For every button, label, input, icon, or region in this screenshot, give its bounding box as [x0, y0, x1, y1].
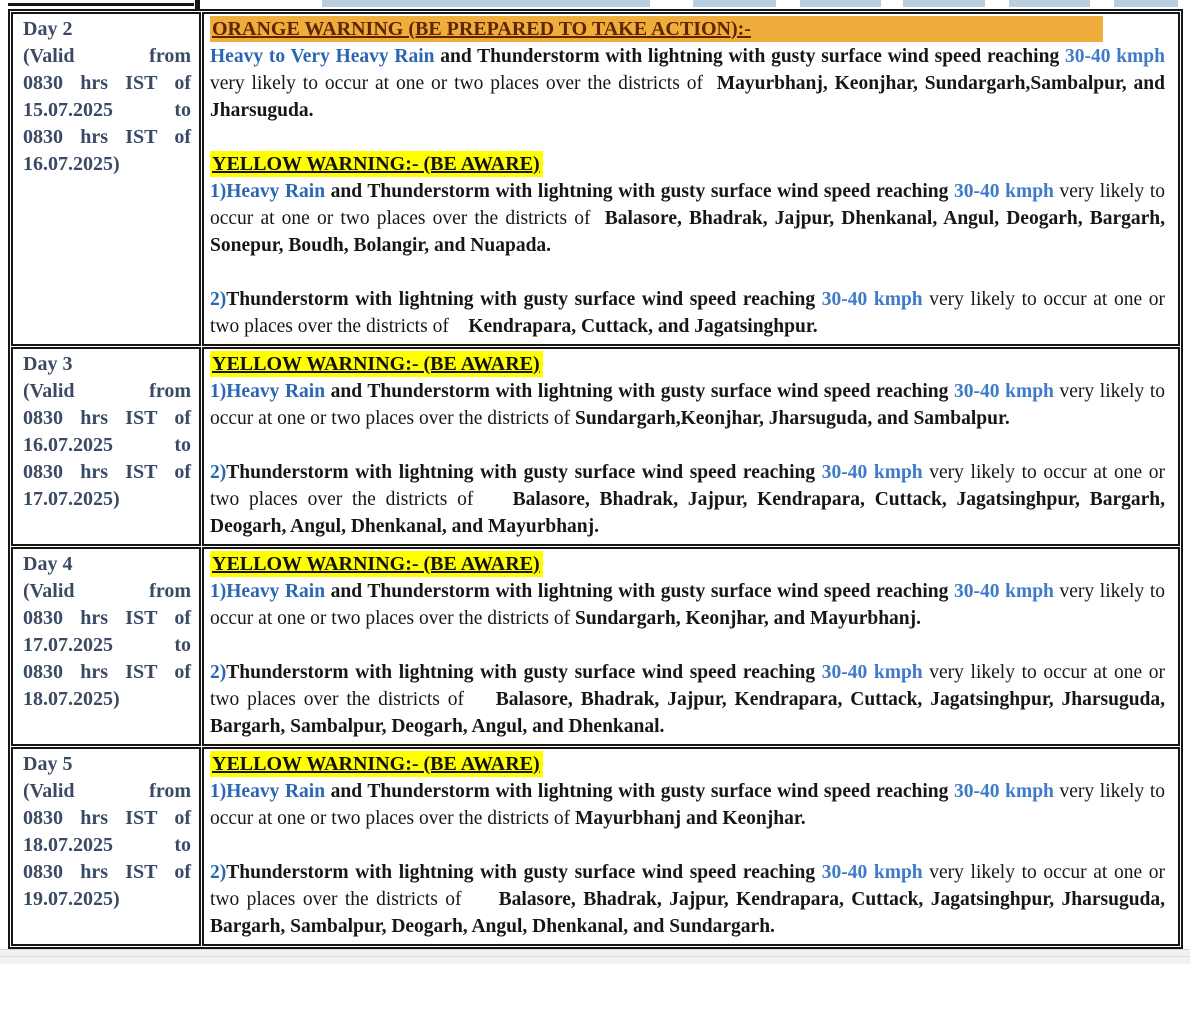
item-number: 2): [210, 662, 227, 683]
validity-line: 0830 hrs IST of: [23, 807, 191, 829]
district-list: Mayurbhanj and Keonjhar.: [574, 808, 806, 829]
rain-phrase: 1)Heavy Rain: [210, 581, 326, 602]
district-list: Balasore, Bhadrak, Jajpur, Dhenkanal, Angul, Deogarh, Bargarh, Sonepur, Boudh, Bolangir, and Nuapada.: [210, 208, 1165, 256]
yellow-warning-heading-row: [210, 751, 1165, 778]
validity-line: 18.07.2025): [23, 688, 120, 710]
day-label-cell: [11, 547, 201, 746]
warning-phrase: Thunderstorm with lightning with gusty surface wind speed reaching: [226, 862, 822, 883]
cutoff-border-fragment: [195, 0, 200, 9]
district-list: Balasore, Bhadrak, Jajpur, Kendrapara, Cuttack, Jagatsinghpur, Jharsuguda, Bargarh, Sambalpur, Deogarh, Angul, and Dhenkanal.: [210, 689, 1166, 737]
wind-speed-value: 30-40 kmph: [821, 862, 923, 883]
district-list: Sundargarh,Keonjhar, Jharsuguda, and Sambalpur.: [574, 408, 1010, 429]
day-label-cell: [11, 347, 201, 546]
rain-phrase: Heavy to Very Heavy Rain: [210, 46, 435, 67]
day-title: Day 5: [23, 753, 73, 775]
validity-line: 16.07.2025): [23, 153, 120, 175]
wind-speed-value: 30-40 kmph: [1064, 46, 1165, 67]
day-label-cell: [11, 12, 201, 346]
warning-phrase: and Thunderstorm with lightning with gusty surface wind speed reaching: [325, 181, 954, 202]
validity-line: 0830 hrs IST of: [23, 607, 191, 629]
likelihood-text: very likely to occur at one or two places over the districts of: [210, 381, 1165, 429]
likelihood-text: very likely to occur at one or two places over the districts of: [210, 462, 1165, 510]
rain-phrase: 1)Heavy Rain: [210, 381, 326, 402]
likelihood-text: very likely to occur at one or two places over the districts of: [210, 73, 710, 94]
cutoff-highlight-fragment: [1009, 0, 1090, 7]
page-bottom-divider: [0, 956, 1190, 957]
day-title: Day 2: [23, 18, 73, 40]
wind-speed-value: 30-40 kmph: [821, 662, 923, 683]
district-list: Sundargarh, Keonjhar, and Mayurbhanj.: [574, 608, 921, 629]
validity-line: 16.07.2025 to: [23, 434, 191, 456]
warning-content-cell: [202, 12, 1180, 346]
validity-line: 0830 hrs IST of: [23, 72, 191, 94]
day-title: Day 3: [23, 353, 73, 375]
yellow-warning-heading: YELLOW WARNING:- (BE AWARE): [210, 151, 543, 177]
validity-line: (Valid from: [23, 580, 191, 602]
district-list: Balasore, Bhadrak, Jajpur, Kendrapara, Cuttack, Jagatsinghpur, Bargarh, Deogarh, Angul, Dhenkanal, and Mayurbhanj.: [210, 489, 1165, 537]
yellow-warning-heading: YELLOW WARNING:- (BE AWARE): [210, 751, 543, 777]
likelihood-text: very likely to occur at one or two places over the districts of: [210, 289, 1165, 337]
likelihood-text: very likely to occur at one or two places over the districts of: [210, 862, 1165, 910]
table-row-day-4: [11, 547, 1180, 746]
table-row-day-5: [11, 747, 1180, 946]
warning-phrase: and Thunderstorm with lightning with gusty surface wind speed reaching: [325, 781, 954, 802]
validity-line: (Valid from: [23, 45, 191, 67]
item-number: 2): [210, 289, 227, 310]
page-bottom-margin: [0, 949, 1190, 964]
warning-phrase: Thunderstorm with lightning with gusty surface wind speed reaching: [226, 662, 822, 683]
yellow-warning-item-1: [210, 778, 1165, 832]
cutoff-border-fragment: [8, 3, 194, 6]
likelihood-text: very likely to occur at one or two places over the districts of: [210, 781, 1165, 829]
warning-phrase: Thunderstorm with lightning with gusty surface wind speed reaching: [226, 289, 822, 310]
yellow-warning-heading-row: [210, 351, 1165, 378]
cutoff-highlight-fragment: [1114, 0, 1178, 7]
warning-phrase: and Thunderstorm with lightning with gusty surface wind speed reaching: [325, 381, 954, 402]
likelihood-text: very likely to occur at one or two places over the districts of: [210, 662, 1165, 710]
validity-line: 17.07.2025): [23, 488, 120, 510]
district-list: Balasore, Bhadrak, Jajpur, Kendrapara, Cuttack, Jagatsinghpur, Jharsuguda, Bargarh, Sambalpur, Deogarh, Angul, Dhenkanal, and Sundargarh.: [210, 889, 1166, 937]
validity-line: 19.07.2025): [23, 888, 120, 910]
yellow-warning-heading-row: [210, 151, 1165, 178]
cutoff-highlight-fragment: [800, 0, 881, 7]
warning-content-cell: [202, 747, 1180, 946]
item-number: 2): [210, 862, 227, 883]
validity-line: (Valid from: [23, 380, 191, 402]
yellow-warning-heading-row: [210, 551, 1165, 578]
orange-warning-heading: ORANGE WARNING (BE PREPARED TO TAKE ACTION):-: [210, 16, 1103, 42]
validity-line: 18.07.2025 to: [23, 834, 191, 856]
orange-warning-text: [210, 43, 1165, 124]
wind-speed-value: 30-40 kmph: [953, 581, 1054, 602]
district-list: Mayurbhanj, Keonjhar, Sundargarh,Sambalpur, and Jharsuguda.: [210, 73, 1165, 121]
warning-content-cell: [202, 347, 1180, 546]
warning-content-cell: [202, 547, 1180, 746]
yellow-warning-item-2: [210, 286, 1165, 340]
warning-phrase: and Thunderstorm with lightning with gusty surface wind speed reaching: [325, 581, 954, 602]
yellow-warning-item-1: [210, 178, 1165, 259]
wind-speed-value: 30-40 kmph: [953, 781, 1054, 802]
rain-phrase: 1)Heavy Rain: [210, 781, 326, 802]
yellow-warning-item-1: [210, 378, 1165, 432]
validity-line: 0830 hrs IST of: [23, 461, 191, 483]
rain-phrase: 1)Heavy Rain: [210, 181, 326, 202]
day-label-cell: [11, 747, 201, 946]
yellow-warning-item-2: [210, 459, 1165, 540]
table-row-day-3: [11, 347, 1180, 546]
validity-line: (Valid from: [23, 780, 191, 802]
yellow-warning-heading: YELLOW WARNING:- (BE AWARE): [210, 351, 543, 377]
yellow-warning-item-2: [210, 659, 1165, 740]
validity-line: 0830 hrs IST of: [23, 661, 191, 683]
warning-phrase: and Thunderstorm with lightning with gusty surface wind speed reaching: [434, 46, 1065, 67]
day-title: Day 4: [23, 553, 73, 575]
cutoff-highlight-fragment: [322, 0, 650, 7]
likelihood-text: very likely to occur at one or two places over the districts of: [210, 181, 1165, 229]
warnings-table: [8, 9, 1183, 949]
yellow-warning-item-1: [210, 578, 1165, 632]
cutoff-highlight-fragment: [903, 0, 985, 7]
likelihood-text: very likely to occur at one or two places over the districts of: [210, 581, 1165, 629]
validity-line: 15.07.2025 to: [23, 99, 191, 121]
table-row-day-2: [11, 12, 1180, 346]
wind-speed-value: 30-40 kmph: [821, 462, 923, 483]
validity-line: 0830 hrs IST of: [23, 126, 191, 148]
yellow-warning-item-2: [210, 859, 1165, 940]
district-list: Kendrapara, Cuttack, and Jagatsinghpur.: [453, 316, 818, 337]
validity-line: 0830 hrs IST of: [23, 407, 191, 429]
cutoff-highlight-fragment: [693, 0, 776, 7]
validity-line: 0830 hrs IST of: [23, 861, 191, 883]
wind-speed-value: 30-40 kmph: [821, 289, 923, 310]
orange-warning-heading-row: [210, 16, 1165, 43]
warning-phrase: Thunderstorm with lightning with gusty surface wind speed reaching: [226, 462, 822, 483]
previous-row-cutoff: [8, 0, 1183, 9]
wind-speed-value: 30-40 kmph: [953, 381, 1054, 402]
item-number: 2): [210, 462, 227, 483]
yellow-warning-heading: YELLOW WARNING:- (BE AWARE): [210, 551, 543, 577]
wind-speed-value: 30-40 kmph: [953, 181, 1054, 202]
validity-line: 17.07.2025 to: [23, 634, 191, 656]
